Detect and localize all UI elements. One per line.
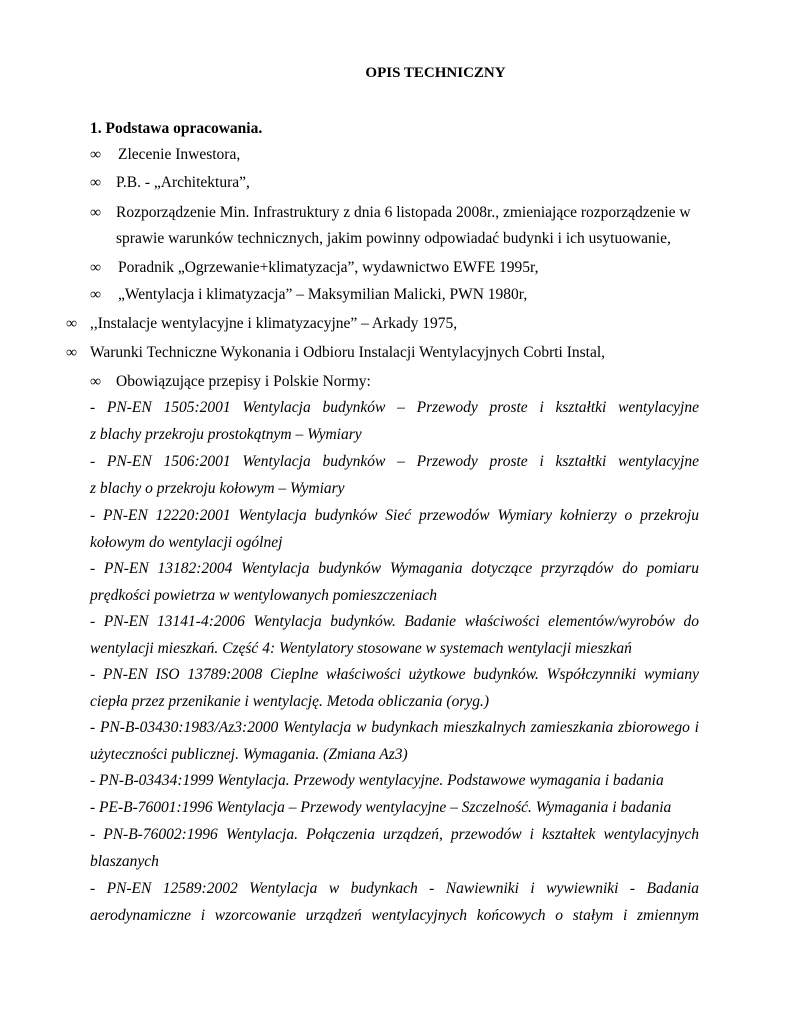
reference-line: użyteczności publicznej. Wymagania. (Zmiana Az3) bbox=[90, 745, 408, 763]
standard-reference bbox=[90, 822, 699, 875]
reference-line: kołowym do wentylacji ogólnej bbox=[90, 533, 283, 551]
reference-line: - PN-EN ISO 13789:2008 Cieplne właściwości użytkowe budynków. Współczynniki wymiany bbox=[90, 666, 699, 683]
standard-reference bbox=[90, 503, 699, 556]
list-item-text: ,,Instalacje wentylacyjne i klimatyzacyjne” – Arkady 1975, bbox=[90, 315, 458, 332]
standard-reference bbox=[90, 556, 699, 609]
list-item-text: Poradnik „Ogrzewanie+klimatyzacja”, wydawnictwo EWFE 1995r, bbox=[118, 259, 539, 276]
list-item-text: Obowiązujące przepisy i Polskie Normy: bbox=[116, 373, 371, 390]
reference-line: aerodynamiczne i wzorcowanie urządzeń wentylacyjnych końcowych o stałym i zmiennym bbox=[90, 906, 699, 924]
standard-reference bbox=[90, 449, 699, 502]
standard-reference bbox=[90, 768, 699, 795]
standard-reference bbox=[90, 876, 699, 929]
reference-line: - PN-EN 13182:2004 Wentylacja budynków Wymagania dotyczące przyrządów do pomiaru bbox=[90, 560, 699, 577]
reference-line: - PN-B-76002:1996 Wentylacja. Połączenia urządzeń, przewodów i kształtek wentylacyjnych bbox=[90, 826, 699, 843]
infinity-bullet-icon: ∞ bbox=[90, 373, 102, 390]
infinity-bullet-icon: ∞ bbox=[90, 146, 102, 163]
reference-line: - PN-EN 1505:2001 Wentylacja budynków – Przewody proste i kształtki wentylacyjne bbox=[90, 399, 699, 416]
infinity-bullet-icon: ∞ bbox=[66, 315, 78, 332]
standard-reference bbox=[90, 662, 699, 715]
reference-line: - PN-B-03430:1983/Az3:2000 Wentylacja w budynkach mieszkalnych zamieszkania zbiorowego i bbox=[90, 719, 699, 736]
standard-reference bbox=[90, 395, 699, 448]
list-item-continuation: sprawie warunków technicznych, jakim powinny odpowiadać budynki i ich usytuowanie, bbox=[116, 230, 671, 247]
infinity-bullet-icon: ∞ bbox=[90, 174, 102, 191]
standard-reference bbox=[90, 715, 699, 768]
standard-reference bbox=[90, 609, 699, 662]
list-item-text: P.B. - „Architektura”, bbox=[116, 174, 250, 191]
reference-line: - PN-EN 13141-4:2006 Wentylacja budynków. Badanie właściwości elementów/wyrobów do bbox=[90, 613, 699, 630]
reference-line: wentylacji mieszkań. Część 4: Wentylatory stosowane w systemach wentylacji mieszkań bbox=[90, 639, 632, 657]
reference-line: - PN-EN 12220:2001 Wentylacja budynków Sieć przewodów Wymiary kołnierzy o przekroju bbox=[90, 507, 699, 524]
reference-line: - PN-B-03434:1999 Wentylacja. Przewody wentylacyjne. Podstawowe wymagania i badania bbox=[90, 772, 664, 789]
infinity-bullet-icon: ∞ bbox=[90, 259, 102, 276]
reference-line: z blachy przekroju prostokątnym – Wymiary bbox=[90, 425, 362, 443]
infinity-bullet-icon: ∞ bbox=[66, 344, 78, 361]
reference-line: prędkości powietrza w wentylowanych pomieszczeniach bbox=[90, 586, 437, 604]
infinity-bullet-icon: ∞ bbox=[90, 204, 102, 221]
reference-line: - PE-B-76001:1996 Wentylacja – Przewody wentylacyjne – Szczelność. Wymagania i badania bbox=[90, 799, 672, 816]
reference-line: ciepła przez przenikanie i wentylację. Metoda obliczania (oryg.) bbox=[90, 692, 490, 710]
reference-line: blaszanych bbox=[90, 852, 159, 870]
standard-reference bbox=[90, 795, 699, 822]
list-item-text: Zlecenie Inwestora, bbox=[118, 146, 241, 163]
list-item-text: Warunki Techniczne Wykonania i Odbioru Instalacji Wentylacyjnych Cobrti Instal, bbox=[90, 344, 606, 361]
section-heading: 1. Podstawa opracowania. bbox=[90, 120, 263, 137]
reference-line: - PN-EN 12589:2002 Wentylacja w budynkach - Nawiewniki i wywiewniki - Badania bbox=[90, 880, 699, 897]
infinity-bullet-icon: ∞ bbox=[90, 286, 102, 303]
document-title: OPIS TECHNICZNY bbox=[365, 65, 506, 81]
reference-line: z blachy o przekroju kołowym – Wymiary bbox=[90, 479, 345, 497]
reference-line: - PN-EN 1506:2001 Wentylacja budynków – Przewody proste i kształtki wentylacyjne bbox=[90, 453, 699, 470]
list-item-text: Rozporządzenie Min. Infrastruktury z dnia 6 listopada 2008r., zmieniające rozporządzenie w bbox=[116, 204, 691, 221]
list-item-text: „Wentylacja i klimatyzacja” – Maksymilian Malicki, PWN 1980r, bbox=[118, 286, 528, 303]
